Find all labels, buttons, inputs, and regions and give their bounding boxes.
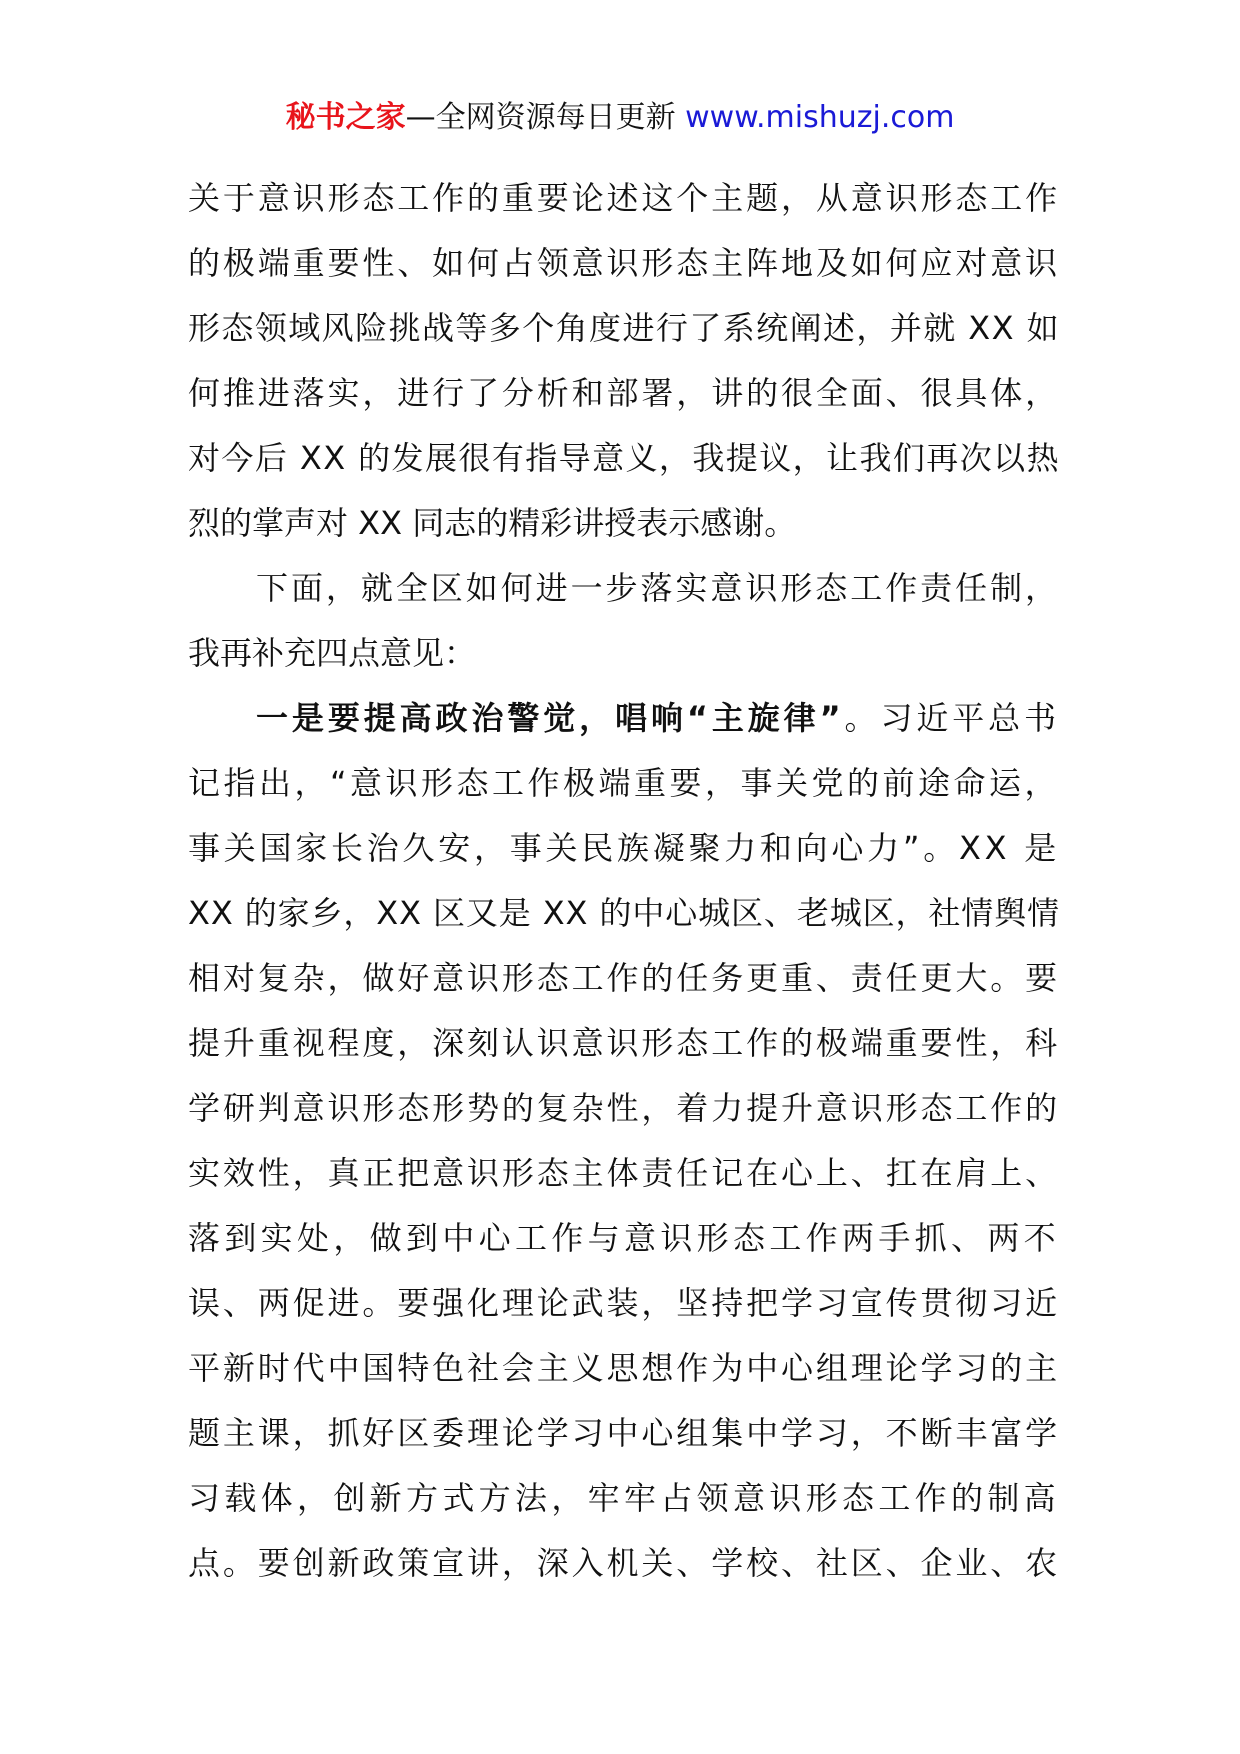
text-line: 习载体，创新方式方法，牢牢占领意识形态工作的制高	[188, 1479, 1060, 1517]
text-line: 形态领域风险挑战等多个角度进行了系统阐述，并就 XX 如	[188, 309, 1060, 347]
text-line-rest: 。习近平总书	[844, 699, 1060, 737]
text-line: XX 的家乡，XX 区又是 XX 的中心城区、老城区，社情舆情	[188, 894, 1060, 932]
text-line: 误、两促进。要强化理论武装，坚持把学习宣传贯彻习近	[188, 1284, 1060, 1322]
text-line: 提升重视程度，深刻认识意识形态工作的极端重要性，科	[188, 1024, 1060, 1062]
text-line: 点。要创新政策宣讲，深入机关、学校、社区、企业、农	[188, 1544, 1060, 1582]
point-one-heading: 一是要提高政治警觉，唱响“主旋律”	[256, 699, 845, 737]
site-header	[0, 98, 1240, 138]
site-brand: 秘书之家	[285, 100, 406, 135]
document-body	[188, 166, 1060, 1596]
text-line: 事关国家长治久安，事关民族凝聚力和向心力”。XX 是	[188, 829, 1060, 867]
text-line: 对今后 XX 的发展很有指导意义，我提议，让我们再次以热	[188, 439, 1060, 477]
paragraph-start-line	[188, 686, 1060, 751]
site-slogan: —全网资源每日更新	[405, 100, 686, 135]
text-line: 题主课，抓好区委理论学习中心组集中学习，不断丰富学	[188, 1414, 1060, 1452]
text-line: 平新时代中国特色社会主义思想作为中心组理论学习的主	[188, 1349, 1060, 1387]
text-line: 何推进落实，进行了分析和部署，讲的很全面、很具体，	[188, 374, 1060, 412]
text-line: 落到实处，做到中心工作与意识形态工作两手抓、两不	[188, 1219, 1060, 1257]
text-line: 烈的掌声对 XX 同志的精彩讲授表示感谢。	[188, 504, 797, 542]
text-line: 我再补充四点意见：	[188, 634, 477, 672]
text-line: 相对复杂，做好意识形态工作的任务更重、责任更大。要	[188, 959, 1060, 997]
text-line: 实效性，真正把意识形态主体责任记在心上、扛在肩上、	[188, 1154, 1060, 1192]
site-url-link[interactable]: www.mishuzj.com	[685, 100, 955, 135]
text-line: 关于意识形态工作的重要论述这个主题，从意识形态工作	[188, 179, 1060, 217]
paragraph-start-line: 下面，就全区如何进一步落实意识形态工作责任制，	[256, 569, 1060, 607]
text-line: 的极端重要性、如何占领意识形态主阵地及如何应对意识	[188, 244, 1060, 282]
text-line: 学研判意识形态形势的复杂性，着力提升意识形态工作的	[188, 1089, 1060, 1127]
text-line: 记指出，“意识形态工作极端重要，事关党的前途命运，	[188, 764, 1060, 802]
